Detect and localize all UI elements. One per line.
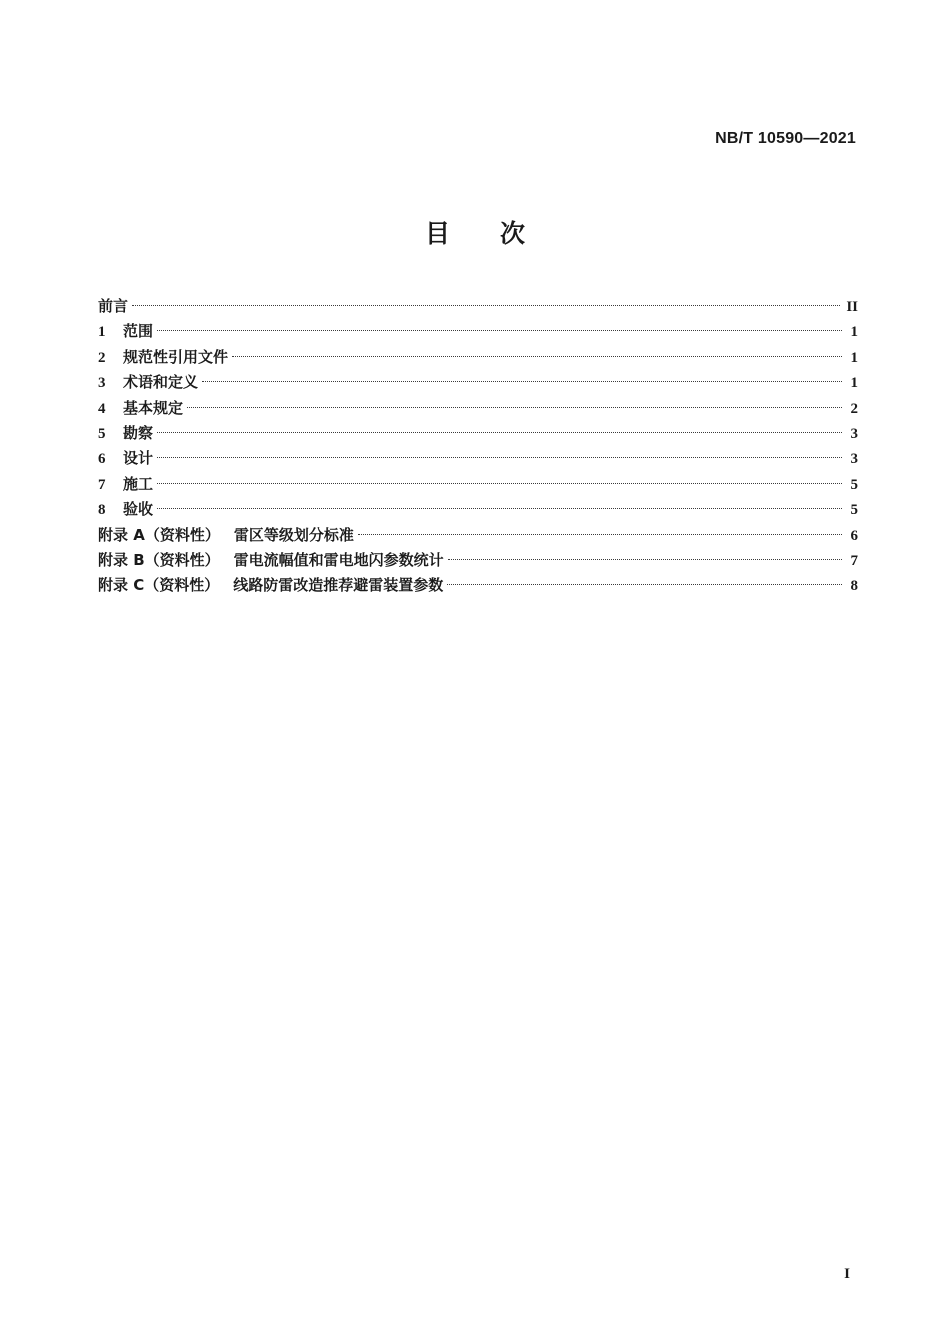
toc-entry-page: 7 [850, 552, 858, 569]
toc-entry-number: 7 [98, 476, 106, 493]
toc-entry-title: 基本规定 [123, 398, 184, 417]
toc-entry-title: 勘察 [123, 423, 154, 442]
toc-entry-page: 5 [850, 476, 858, 493]
toc-dot-leader [157, 432, 842, 433]
toc-entry-page: 1 [850, 324, 858, 341]
toc-dot-leader [157, 483, 842, 484]
toc-entry-title: 施工 [123, 474, 154, 493]
toc-entry[interactable] [98, 548, 858, 573]
toc-entry-page: 3 [850, 425, 858, 442]
toc-entry-page: 1 [850, 375, 858, 392]
toc-entry-appendix-label: 附录 C（资料性） [98, 576, 220, 595]
toc-entry-title: 线路防雷改造推荐避雷装置参数 [233, 576, 444, 595]
toc-entry[interactable] [98, 472, 858, 497]
toc-dot-leader [447, 584, 842, 585]
toc-entry-page: 6 [850, 527, 858, 544]
toc-entry[interactable] [98, 421, 858, 446]
toc-entry-title: 设计 [123, 449, 154, 468]
standard-number: NB/T 10590—2021 [715, 130, 856, 147]
toc-entry-page: II [846, 299, 858, 315]
toc-entry[interactable] [98, 345, 858, 370]
toc-entry-page: 2 [850, 400, 858, 417]
page-number: I [844, 1266, 850, 1282]
toc-entry[interactable] [98, 446, 858, 471]
table-of-contents [98, 294, 858, 599]
toc-entry[interactable] [98, 396, 858, 421]
toc-dot-leader [157, 457, 842, 458]
toc-entry-appendix-label: 附录 A（资料性） [98, 525, 220, 544]
toc-entry[interactable] [98, 319, 858, 344]
toc-dot-leader [157, 330, 842, 331]
toc-dot-leader [448, 559, 842, 560]
toc-entry[interactable] [98, 523, 858, 548]
toc-entry[interactable] [98, 294, 858, 319]
toc-entry-title: 雷区等级划分标准 [233, 525, 354, 544]
toc-entry[interactable] [98, 370, 858, 395]
toc-entry-title: 雷电流幅值和雷电地闪参数统计 [233, 550, 444, 569]
toc-entry-title: 术语和定义 [123, 373, 199, 392]
toc-entry-number: 1 [98, 324, 106, 341]
toc-entry-number: 8 [98, 502, 106, 519]
toc-dot-leader [232, 356, 842, 357]
toc-dot-leader [157, 508, 842, 509]
toc-entry-number: 5 [98, 425, 106, 442]
toc-entry-page: 8 [850, 578, 858, 595]
toc-dot-leader [132, 305, 840, 306]
toc-entry-appendix-label: 附录 B（资料性） [98, 550, 220, 569]
toc-entry-number: 4 [98, 400, 106, 417]
toc-entry-page: 5 [850, 502, 858, 519]
toc-entry[interactable] [98, 573, 858, 598]
toc-entry-page: 1 [850, 349, 858, 366]
toc-entry-number: 2 [98, 349, 106, 366]
toc-dot-leader [358, 534, 842, 535]
toc-entry[interactable] [98, 497, 858, 522]
toc-dot-leader [202, 381, 842, 382]
toc-entry-number: 3 [98, 375, 106, 392]
page-title: 目次 [424, 219, 575, 248]
toc-entry-page: 3 [850, 451, 858, 468]
toc-entry-number: 6 [98, 451, 106, 468]
toc-entry-title: 范围 [123, 322, 154, 341]
toc-entry-title: 规范性引用文件 [123, 347, 229, 366]
toc-dot-leader [187, 407, 842, 408]
toc-entry-title: 前言 [98, 297, 129, 315]
toc-entry-title: 验收 [123, 500, 154, 519]
